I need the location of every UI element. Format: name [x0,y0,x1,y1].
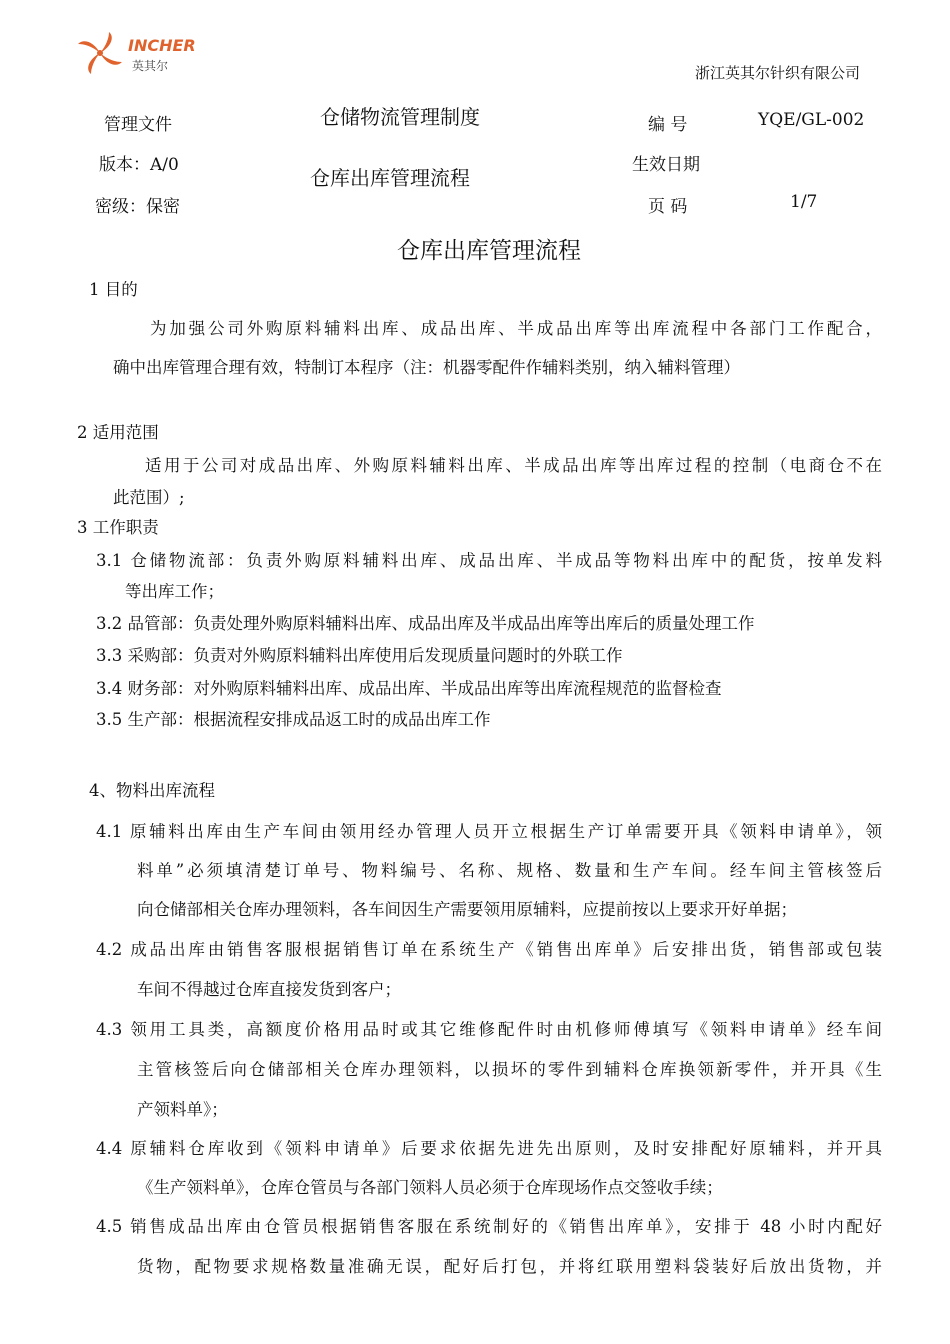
section-4-item: 车间不得越过仓库直接发货到客户； [137,980,401,999]
effective-date-label: 生效日期 [632,155,700,175]
pinwheel-logo-icon [74,30,126,76]
section-4-item: 《生产领料单》，仓库仓管员与各部门领料人员必须于仓库现场作点交签收手续； [137,1178,723,1197]
code-value: YQE/GL-002 [758,110,865,130]
section-3-item: 3.5 生产部：根据流程安排成品返工时的成品出库工作 [96,710,491,729]
process-name: 仓库出库管理流程 [310,166,470,190]
section-4-item: 向仓储部相关仓库办理领料，各车间因生产需要领用原辅料，应提前按以上要求开好单据； [137,900,797,919]
section-1-text: 为加强公司外购原料辅料出库、成品出库、半成品出库等出库流程中各部门工作配合， [150,319,882,338]
section-4-item: 4.1 原辅料出库由生产车间由领用经办管理人员开立根据生产订单需要开具《领料申请单》，领 [96,822,882,841]
section-4-item: 4.2 成品出库由销售客服根据销售订单在系统生产《销售出库单》后安排出货，销售部或包装 [96,940,882,959]
section-4-heading: 4、物料出库流程 [89,781,215,800]
section-1-text: 确中出库管理合理有效，特制订本程序（注：机器零配件作辅料类别，纳入辅料管理） [113,358,740,377]
page-title: 仓库出库管理流程 [397,238,581,264]
section-3-heading: 3 工作职责 [77,518,159,537]
logo-chinese-text: 英其尔 [132,59,169,73]
code-label: 编 号 [648,115,688,135]
section-4-item: 产领料单》； [137,1100,228,1119]
section-3-item: 3.1 仓储物流部：负责外购原料辅料出库、成品出库、半成品等物料出库中的配货，按单发料 [96,551,882,570]
doc-type: 管理文件 [104,115,172,135]
section-3-item: 3.4 财务部：对外购原料辅料出库、成品出库、半成品出库等出库流程规范的监督检查 [96,679,722,698]
section-2-heading: 2 适用范围 [77,423,159,442]
section-4-item: 4.3 领用工具类，高额度价格用品时或其它维修配件时由机修师傅填写《领料申请单》经车间 [96,1020,882,1039]
section-4-item: 4.5 销售成品出库由仓管员根据销售客服在系统制好的《销售出库单》，安排于 48 小时内配好 [96,1217,882,1236]
section-4-item: 4.4 原辅料仓库收到《领料申请单》后要求依据先进先出原则，及时安排配好原辅料，并开具 [96,1139,882,1158]
section-3-item: 3.3 采购部：负责对外购原料辅料出库使用后发现质量问题时的外联工作 [96,646,623,665]
section-1-heading: 1 目的 [89,280,138,299]
company-logo [74,30,204,76]
page-label: 页 码 [648,197,688,217]
page-number: 1/7 [790,192,818,212]
section-4-item: 主管核签后向仓储部相关仓库办理领料，以损坏的零件到辅料仓库换领新零件，并开具《生 [137,1060,882,1079]
section-2-text: 适用于公司对成品出库、外购原料辅料出库、半成品出库等出库过程的控制（电商仓不在 [145,456,882,475]
company-name: 浙江英其尔针织有限公司 [695,64,861,82]
system-name: 仓储物流管理制度 [320,105,480,129]
section-3-item: 等出库工作； [125,582,224,601]
section-3-item: 3.2 品管部：负责处理外购原料辅料出库、成品出库及半成品出库等出库后的质量处理工作 [96,614,755,633]
section-4-item: 货物，配物要求规格数量准确无误，配好后打包，并将红联用塑料袋装好后放出货物，并 [137,1257,882,1276]
section-2-text: 此范围）; [113,488,185,507]
version: 版本：A/0 [99,155,179,175]
section-4-item: 料单”必须填清楚订单号、物料编号、名称、规格、数量和生产车间。经车间主管核签后 [137,861,882,880]
logo-brand-text: INCHER [128,36,196,55]
secrecy-level: 密级：保密 [95,197,180,217]
